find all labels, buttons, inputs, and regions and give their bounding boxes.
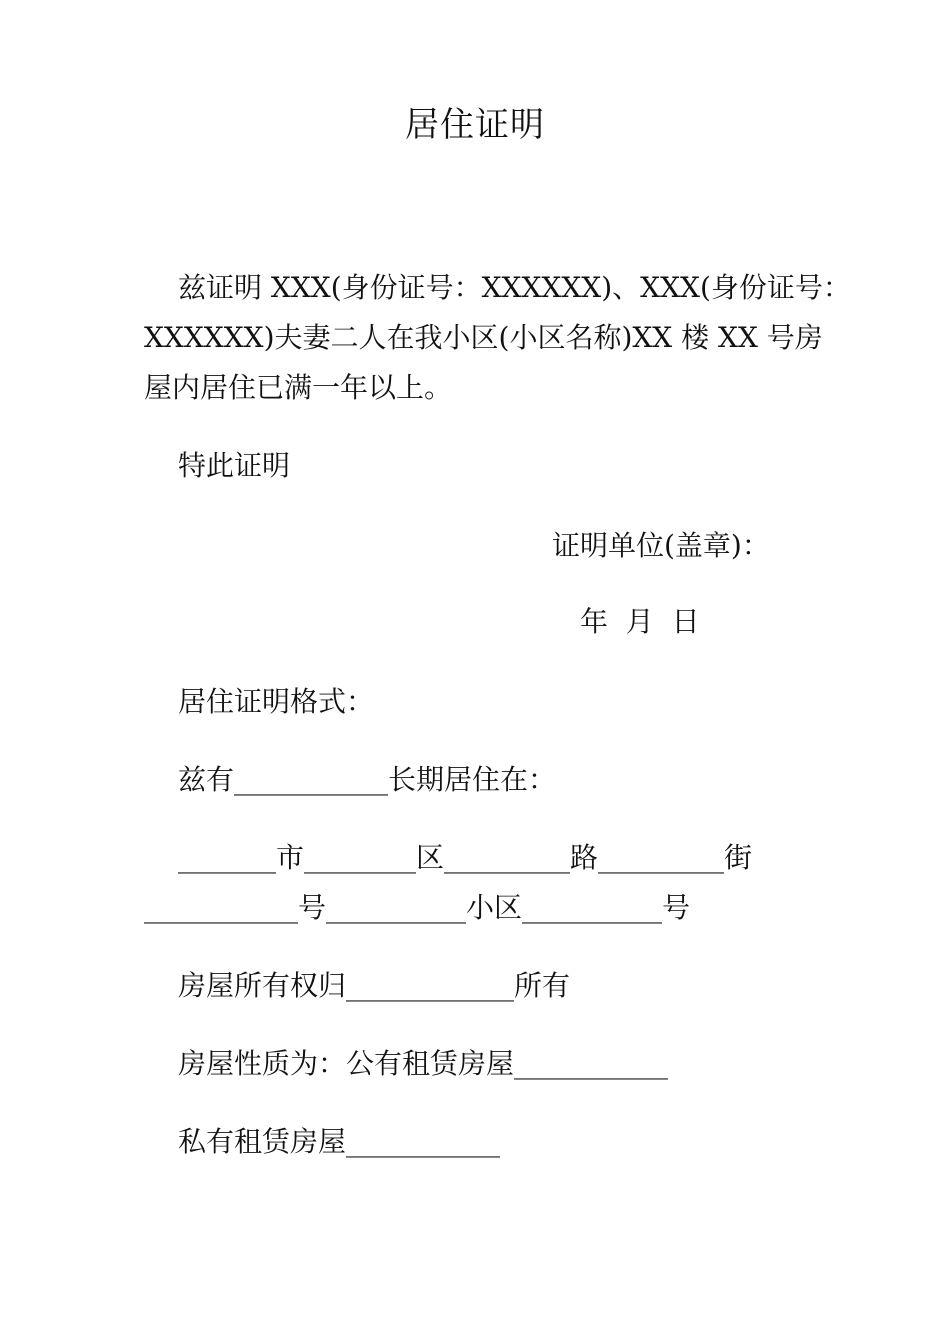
format-heading: 居住证明格式：	[178, 685, 375, 718]
form-line-private-rental: 私有租赁房屋___________	[178, 1125, 501, 1158]
form-line-ownership: 房屋所有权归____________所有	[178, 969, 571, 1002]
issuer-stamp-label: 证明单位(盖章)：	[552, 529, 770, 562]
form-line-address: _______市________区_________路_________街	[178, 841, 753, 874]
form-line-address-number: ___________号__________小区__________号	[144, 891, 691, 924]
paragraph-line-3: 屋内居住已满一年以上。	[144, 371, 453, 404]
closing-text: 特此证明	[178, 449, 291, 482]
date-line: 年 月 日	[580, 605, 700, 638]
document-title: 居住证明	[405, 105, 545, 145]
paragraph-line-2: XXXXXX)夫妻二人在我小区(小区名称)XX 楼 XX 号房	[144, 321, 823, 354]
form-line-public-rental: 房屋性质为：公有租赁房屋___________	[178, 1047, 669, 1080]
paragraph-line-1: 兹证明 XXX(身份证号：XXXXXX)、XXX(身份证号：	[178, 271, 851, 304]
form-line-resident: 兹有___________长期居住在：	[178, 763, 557, 796]
